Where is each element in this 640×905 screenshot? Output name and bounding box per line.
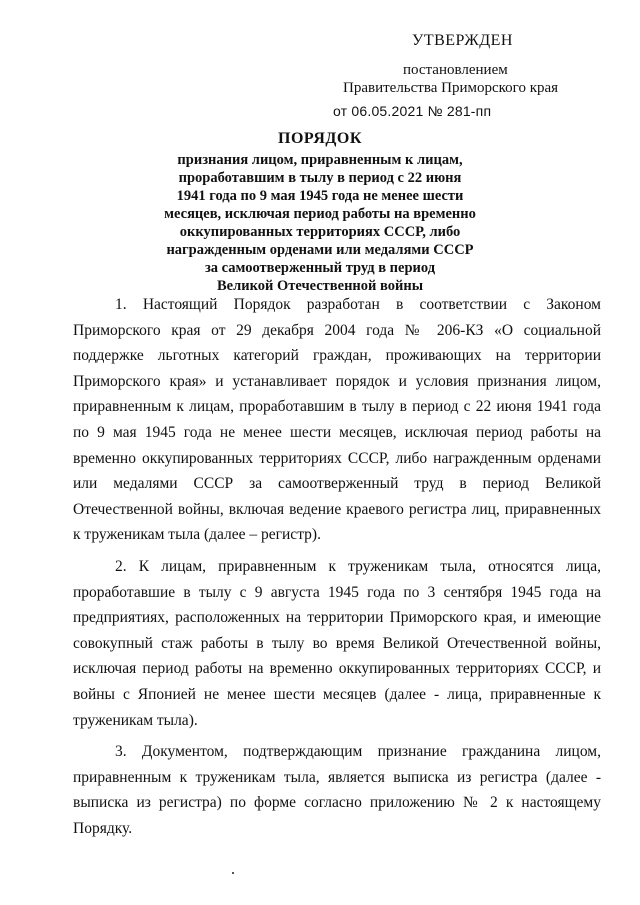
paragraph-3: 3. Документом, подтверждающим признание гражданина лицом, приравненным к труженикам тыла, является выписка из регистра (далее - выписка из регистра) по форме согласно приложению № 2 к настоящему Порядку.: [73, 743, 601, 837]
page-mark: [232, 872, 234, 874]
title-line: признания лицом, приравненным к лицам,: [177, 152, 463, 168]
title-line: Великой Отечественной войны: [216, 278, 424, 294]
title-line: проработавшим в тылу в период с 22 июня: [178, 170, 462, 186]
decree-line-2: Правительства Приморского края: [343, 80, 559, 96]
title-subtitle: [150, 151, 490, 295]
title-line: оккупированных территориях СССР, либо: [179, 224, 461, 240]
title-line: награжденным орденами или медалями СССР: [166, 242, 474, 258]
title-line: за самоотверженный труд в период: [204, 260, 436, 276]
decree-line-1: постановлением: [403, 62, 508, 78]
title-line: 1941 года по 9 мая 1945 года не менее шести: [176, 188, 464, 204]
title-line: месяцев, исключая период работы на временно: [164, 206, 476, 222]
title-main: ПОРЯДОК: [278, 130, 362, 147]
paragraph-1: 1. Настоящий Порядок разработан в соответствии с Законом Приморского края от 29 декабря 2004 года № 206-КЗ «О социальной поддержке льготных категорий граждан, проживающих на территории Приморского края» и устанавливает порядок и условия признания лицом, приравненным к лицам, проработавшим в тылу в период с 22 июня 1941 года по 9 мая 1945 года не менее шести месяцев, исключая период работы на временно оккупированных территориях СССР, либо награжденным орденами или медалями СССР за самоотверженный труд в период Великой Отечественной войны, включая ведение краевого регистра лиц, приравненных к труженикам тыла (далее – регистр).: [73, 296, 601, 544]
document-body: [73, 292, 601, 847]
approved-label: УТВЕРЖДЕН: [412, 32, 513, 49]
paragraph-2: 2. К лицам, приравненным к труженикам тыла, относятся лица, проработавшие в тылу с 9 августа 1945 года по 3 сентября 1945 года на предприятиях, расположенных на территории Приморского края, и имеющие совокупный стаж работы в тылу во время Великой Отечественной войны, исключая период работы на временно оккупированных территориях СССР, и войны с Японией не менее шести месяцев (далее - лица, приравненные к труженикам тыла).: [73, 557, 601, 729]
document-title: [150, 130, 490, 295]
decree-date-number: от 06.05.2021 № 281-пп: [333, 103, 492, 119]
